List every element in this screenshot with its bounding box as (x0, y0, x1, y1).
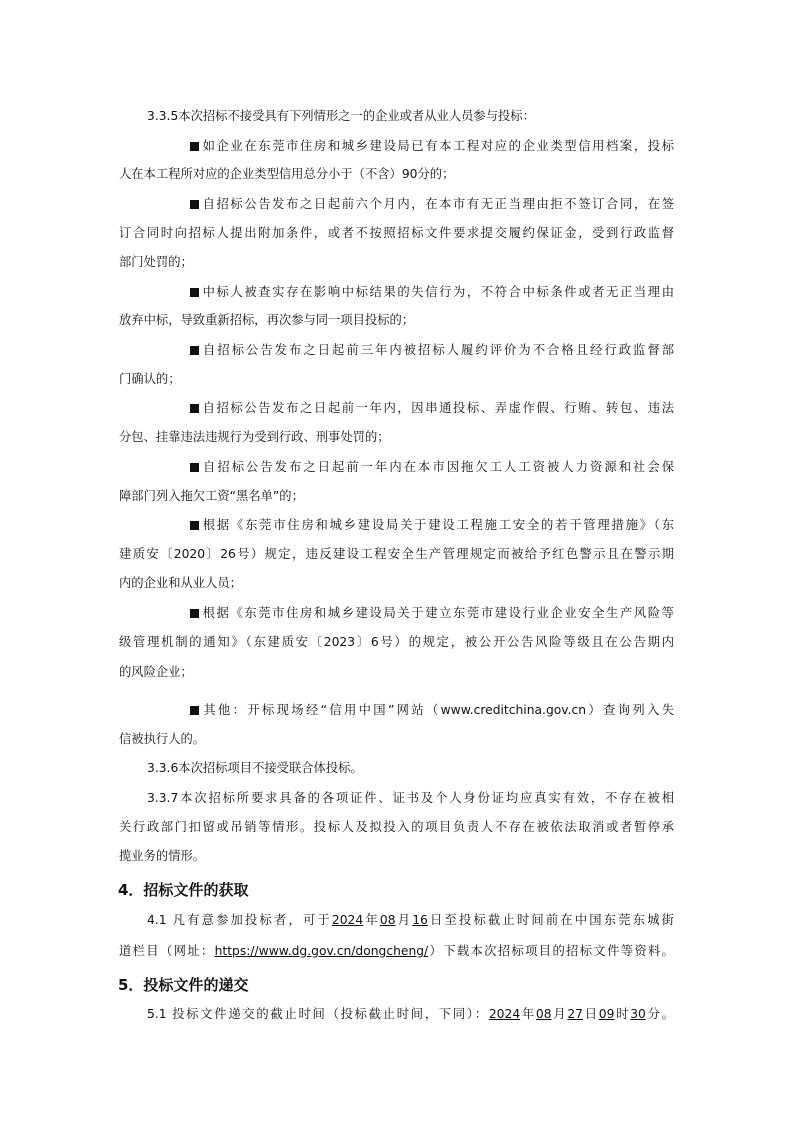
section-5-1-line: 5.1 投标文件递交的截止时间（投标截止时间，下同）：2024年08月27日09时30分。 (147, 1007, 674, 1021)
list-item-continuation: 部门处罚的； (119, 255, 193, 269)
list-item-continuation: 的风险企业； (119, 665, 193, 679)
section-4-heading: 4．招标文件的获取 (118, 881, 249, 899)
square-bullet-icon (190, 346, 199, 355)
section-5-heading: 5．投标文件的递交 (118, 976, 249, 994)
list-item-continuation: 障部门列入拖欠工资“黑名单”的； (119, 489, 304, 503)
list-item-first-line: 自招标公告发布之日起前一年内在本市因拖欠工人工资被人力资源和社会保 (190, 459, 674, 475)
list-item-continuation: 人在本工程所对应的企业类型信用总分小于（不含）90分的； (119, 167, 455, 181)
list-item-continuation: 订合同时向招标人提出附加条件，或者不按照招标文件要求提交履约保证金，受到行政监督 (119, 226, 674, 240)
list-item-first-line: 根据《东莞市住房和城乡建设局关于建立东莞市建设行业企业安全生产风险等 (190, 605, 674, 621)
square-bullet-icon (190, 200, 199, 209)
list-item-first-line: 自招标公告发布之日起前三年内被招标人履约评价为不合格且经行政监督部 (190, 342, 674, 358)
clause-3-3-7-line: 揽业务的情形。 (119, 849, 206, 863)
list-item-continuation: 放弃中标，导致重新招标，再次参与同一项目投标的； (119, 313, 415, 327)
list-item-first-line: 自招标公告发布之日起前一年内，因串通投标、弄虚作假、行贿、转包、违法 (190, 400, 674, 416)
list-item-continuation: 门确认的； (119, 372, 181, 386)
website-url-link[interactable]: https://www.dg.gov.cn/dongcheng/ (214, 944, 429, 958)
field-day: 16 (412, 913, 428, 927)
clause-3-3-6: 3.3.6本次招标项目不接受联合体投标。 (147, 761, 363, 775)
list-item-continuation: 级管理机制的通知》（东建质安〔2023〕6号）的规定，被公开公告风险等级且在公告期内 (119, 635, 674, 649)
field-month: 08 (379, 913, 396, 927)
clause-3-3-5-intro: 3.3.5本次招标不接受具有下列情形之一的企业或者从业人员参与投标： (147, 109, 535, 123)
field-year: 2024 (488, 1007, 521, 1021)
list-item-first-line: 中标人被查实存在影响中标结果的失信行为，不符合中标条件或者无正当理由 (190, 284, 674, 300)
square-bullet-icon (190, 463, 199, 472)
field-day: 27 (567, 1007, 584, 1021)
list-item-continuation: 建质安〔2020〕26号）规定，违反建设工程安全生产管理规定而被给予红色警示且在警示期 (119, 547, 674, 561)
square-bullet-icon (190, 404, 199, 413)
field-year: 2024 (331, 913, 364, 927)
square-bullet-icon (190, 706, 199, 715)
clause-3-3-7-line: 关行政部门扣留或吊销等情形。投标人及拟投入的项目负责人不存在被依法取消或者暂停承 (119, 820, 674, 834)
square-bullet-icon (190, 521, 199, 530)
field-hour: 09 (598, 1007, 615, 1021)
square-bullet-icon (190, 288, 199, 297)
clause-3-3-7-line: 3.3.7本次招标所要求具备的各项证件、证书及个人身份证均应真实有效，不存在被相 (147, 791, 674, 805)
list-item-first-line: 根据《东莞市住房和城乡建设局关于建设工程施工安全的若干管理措施》（东 (190, 517, 674, 533)
section-4-1-line: 4.1 凡有意参加投标者，可于2024年08月16日至投标截止时间前在中国东莞东城街 (147, 913, 674, 927)
square-bullet-icon (190, 142, 199, 151)
field-month: 08 (535, 1007, 552, 1021)
list-item-first-line: 自招标公告发布之日起前六个月内，在本市有无正当理由拒不签订合同，在签 (190, 196, 674, 212)
field-minute: 30 (630, 1007, 646, 1021)
list-item-continuation: 信被执行人的。 (119, 732, 206, 746)
list-item-continuation: 分包、挂靠违法违规行为受到行政、刑事处罚的； (119, 430, 390, 444)
section-4-1-line: 道栏目（网址：https://www.dg.gov.cn/dongcheng/）下载本次招标项目的招标文件等资料。 (119, 944, 674, 958)
square-bullet-icon (190, 609, 199, 618)
list-item-first-line: 如企业在东莞市住房和城乡建设局已有本工程对应的企业类型信用档案，投标 (190, 138, 674, 154)
list-item-continuation: 内的企业和从业人员； (119, 576, 242, 590)
list-item-first-line: 其他：开标现场经“信用中国”网站（www.creditchina.gov.cn）查询列入失 (190, 702, 674, 718)
